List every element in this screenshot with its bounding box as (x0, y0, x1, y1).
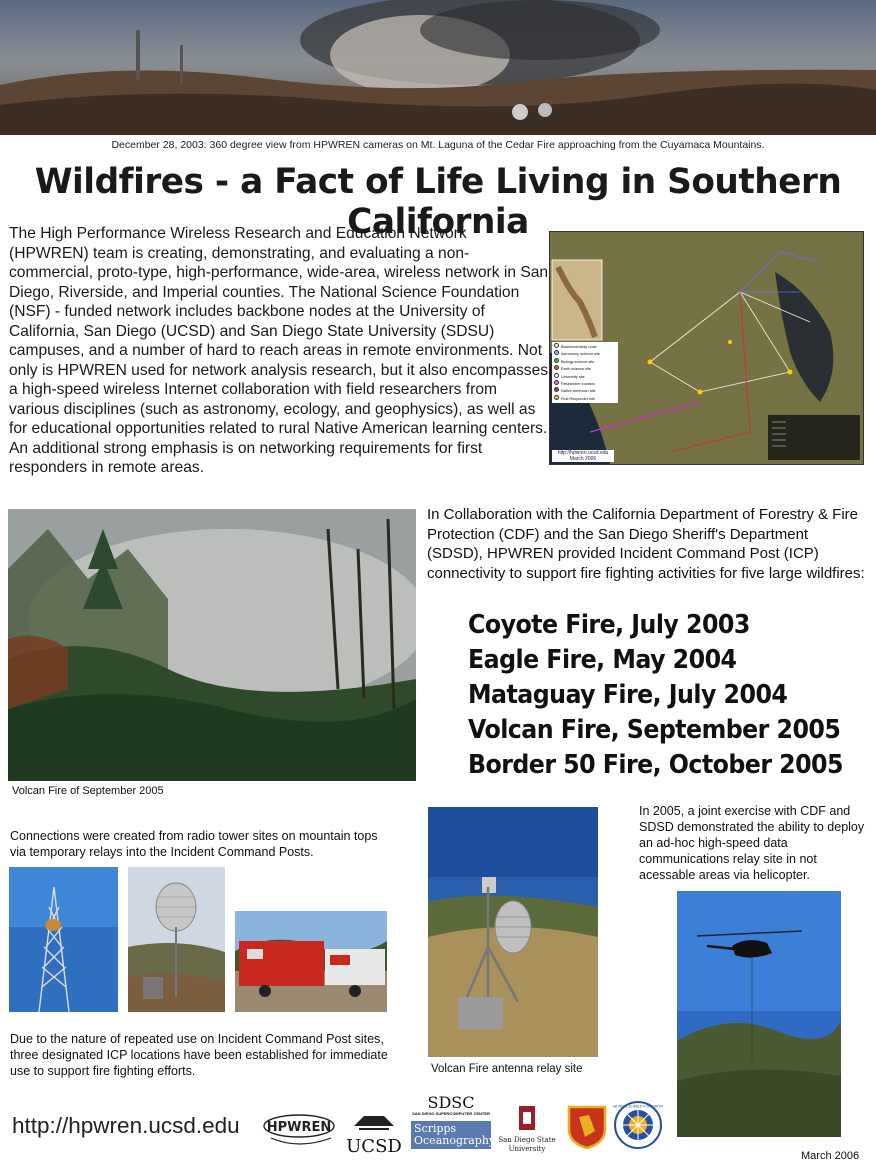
legend-item: Earth science site (561, 367, 591, 372)
scripps-logo (411, 1121, 496, 1149)
legend-item: Researcher location (561, 382, 595, 387)
helicopter-photo (677, 891, 841, 1137)
sdsc-logo-subtext: SAN DIEGO SUPERCOMPUTER CENTER (412, 1111, 490, 1116)
scripps-logo-text: Scripps (414, 1122, 457, 1135)
hpwren-logo (261, 1108, 339, 1152)
sdsu-logo-text: San Diego State (498, 1136, 556, 1144)
radio-tower-photo (9, 867, 118, 1012)
legend-dot (554, 343, 559, 348)
relay-photo-caption: Volcan Fire antenna relay site (431, 1063, 583, 1075)
nsf-logo-text: NATIONAL SCIENCE FOUNDATION (613, 1104, 663, 1109)
antenna-relay-photo (428, 807, 598, 1057)
legend-dot (554, 380, 559, 385)
legend-item: Biology science site (561, 359, 595, 364)
fire-list-item: Coyote Fire, July 2003 (468, 610, 750, 640)
cdf-shield-logo (567, 1103, 607, 1149)
footer-url-link[interactable]: http://hpwren.ucsd.edu (12, 1113, 240, 1138)
fire-list-item: Eagle Fire, May 2004 (468, 645, 737, 675)
legend-item: Native American site (561, 389, 596, 394)
fire-list-item: Border 50 Fire, October 2005 (468, 750, 843, 780)
grid-dish-antenna-photo (128, 867, 225, 1012)
command-post-truck-photo (235, 911, 387, 1012)
panorama-banner-image (0, 0, 876, 135)
sdsc-logo-text: SDSC (427, 1093, 475, 1112)
nsf-logo (613, 1100, 663, 1150)
sdsu-logo-subtext: University (508, 1145, 546, 1153)
ucsd-logo-text: UCSD (346, 1136, 402, 1157)
banner-caption: December 28, 2003: 360 degree view from HPWREN cameras on Mt. Laguna of the Cedar Fire approaching from the Cuyamaca Mountains. (111, 139, 765, 151)
legend-dot (554, 387, 559, 392)
legend-dot (554, 365, 559, 370)
fire-list (468, 608, 868, 783)
connections-paragraph: Connections were created from radio tower sites on mountain tops via temporary relays into the Incident Command Posts. (10, 829, 378, 859)
fire-list-item: Volcan Fire, September 2005 (468, 715, 841, 745)
legend-dot (554, 358, 559, 363)
map-legend (552, 342, 618, 403)
intro-paragraph: The High Performance Wireless Research and Education Network (HPWREN) team is creating, demonstrating, and evaluating a non-commercial, proto-type, high-performance, wide-area, wireless network in San Diego, Riverside, and Imperial counties. The National Science Foundation (NSF) - funded network includes backbone nodes at the University of California, San Diego (UCSD) and San Diego State University (SDSU) campuses, and a number of hard to reach areas in remote environments. Not only is HPWREN used for network analysis research, but it also encompasses a high-speed wireless Internet collaboration with field researchers from various disciplines (such as astronomy, ecology, and geophysics), as well as for educational opportunities related to rural Native American learning centers. An additional strong emphasis is on networking requirements for first responders in remote areas. (9, 225, 549, 476)
map-credit (552, 450, 614, 462)
page-title: Wildfires - a Fact of Life Living in Southern California (34, 162, 842, 242)
fire-photo-caption: Volcan Fire of September 2005 (12, 785, 164, 797)
legend-dot (554, 373, 559, 378)
collaboration-paragraph: In Collaboration with the California Department of Forestry & Fire Protection (CDF) and the San Diego Sheriff's Department (SDSD), HPWREN provided Incident Command Post (ICP) connectivity to support fire fighting activities for five large wildfires: (427, 506, 865, 582)
fire-list-item: Mataguay Fire, July 2004 (468, 680, 788, 710)
ucsd-logo (339, 1104, 409, 1158)
exercise-paragraph: In 2005, a joint exercise with CDF and SDSD demonstrated the ability to deploy an ad-hoc high-speed data communications relay site in not acessable areas via helicopter. (639, 804, 865, 882)
map-url: http://hpwren.ucsd.edu (557, 450, 609, 456)
map-date: March 2006 (569, 456, 597, 462)
volcan-fire-photo (8, 509, 416, 781)
hpwren-logo-text: HPWREN (266, 1120, 332, 1135)
legend-dot (554, 350, 559, 355)
legend-item: First Responder site (561, 396, 595, 401)
legend-item: University site (561, 374, 585, 379)
legend-item: Backbone/relay node (561, 345, 597, 349)
sdsu-logo (495, 1102, 559, 1158)
footer-date: March 2006 (801, 1150, 860, 1162)
sdsc-scripps-logo (409, 1093, 496, 1157)
scripps-logo-subtext: Oceanography (414, 1134, 496, 1147)
network-map-image (549, 231, 864, 465)
legend-dot (554, 395, 559, 400)
legend-item: Astronomy science site (561, 352, 601, 357)
repeated-use-paragraph: Due to the nature of repeated use on Incident Command Post sites, three designated ICP locations have been established for immediate use to support fire fighting efforts. (10, 1032, 388, 1078)
